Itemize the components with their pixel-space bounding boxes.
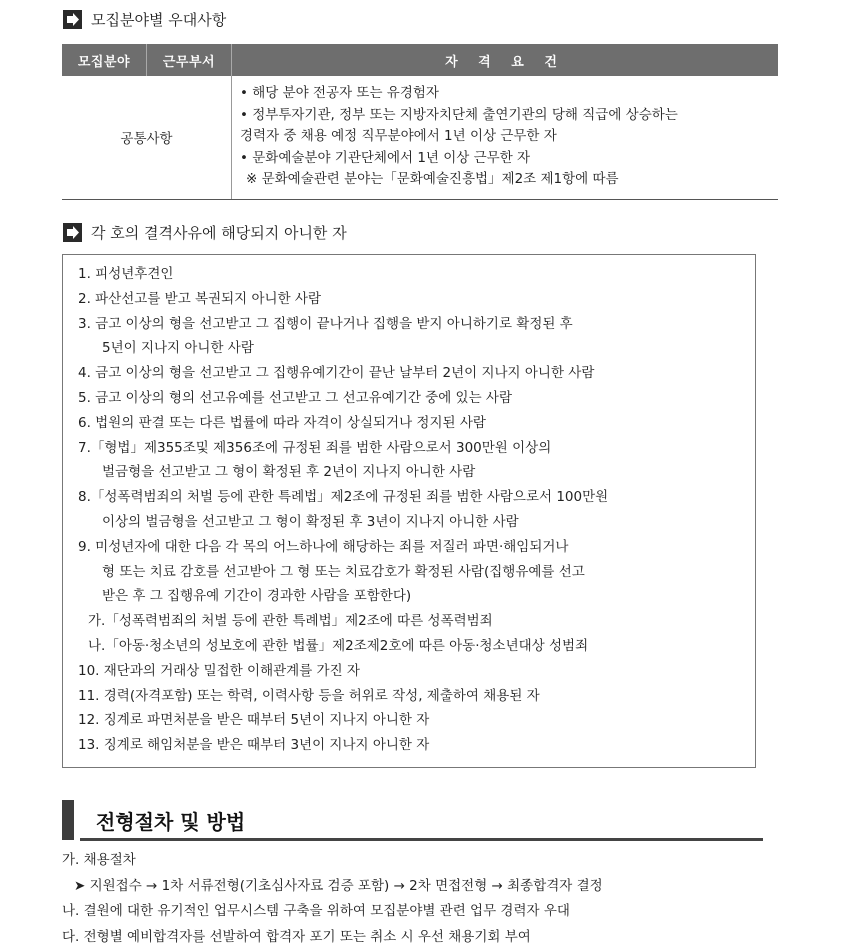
section-title: 각 호의 결격사유에 해당되지 아니한 자: [91, 224, 347, 242]
list-item: 6. 법원의 판결 또는 다른 법률에 따라 자격이 상실되거나 정지된 사람: [78, 414, 486, 431]
qualification-line: 경력자 중 채용 예정 직무분야에서 1년 이상 근무한 자: [240, 128, 557, 144]
section-title: 모집분야별 우대사항: [91, 11, 227, 29]
list-item: 5. 금고 이상의 형의 선고유예를 선고받고 그 선고유예기간 중에 있는 사람: [78, 389, 512, 406]
section-heading-disqualifications: [63, 222, 347, 243]
list-item: 2. 파산선고를 받고 복권되지 아니한 사람: [78, 290, 321, 307]
procedure-line: 가. 채용절차: [62, 852, 136, 868]
list-item-cont: 형 또는 치료 감호를 선고받아 그 형 또는 치료감호가 확정된 사람(집행유예를 선고: [102, 563, 585, 580]
qualifications-cell: [232, 76, 779, 199]
arrow-right-icon: [63, 10, 82, 29]
section-heading-preferences: [63, 9, 226, 30]
field-cell: 공통사항: [62, 76, 232, 199]
procedure-line: 다. 전형별 예비합격자를 선발하여 합격자 포기 또는 취소 시 우선 채용기회 부여: [62, 928, 531, 945]
list-item: 4. 금고 이상의 형을 선고받고 그 집행유예기간이 끝난 날부터 2년이 지나지 아니한 사람: [78, 365, 595, 382]
list-item: 10. 재단과의 거래상 밀접한 이해관계를 가진 자: [78, 662, 360, 679]
list-item: 13. 징계로 해임처분을 받은 때부터 3년이 지나지 아니한 자: [78, 737, 430, 754]
procedure-line: 나. 결원에 대한 유기적인 업무시스템 구축을 위하여 모집분야별 관련 업무 경력자 우대: [62, 903, 570, 919]
header-qualifications: 자 격 요 건: [232, 44, 779, 76]
qualification-line: • 문화예술분야 기관단체에서 1년 이상 근무한 자: [240, 149, 531, 166]
list-item: 3. 금고 이상의 형을 선고받고 그 집행이 끝나거나 집행을 받지 아니하기로 확정된 후: [78, 315, 573, 332]
list-item-cont: 받은 후 그 집행유예 기간이 경과한 사람을 포함한다): [102, 588, 412, 605]
header-field: 모집분야: [62, 44, 147, 76]
arrow-right-icon: [63, 223, 82, 242]
title-underline: [80, 838, 763, 841]
qualification-line: • 정부투자기관, 정부 또는 지방자치단체 출연기관의 당해 직급에 상승하는: [240, 106, 678, 123]
list-subitem: 가.「성폭력범죄의 처벌 등에 관한 특례법」제2조에 따른 성폭력범죄: [88, 613, 493, 630]
table-header-row: [62, 44, 778, 76]
list-item: 12. 징계로 파면처분을 받은 때부터 5년이 지나지 아니한 자: [78, 712, 430, 729]
procedure-text: [62, 848, 603, 950]
list-item: 9. 미성년자에 대한 다음 각 목의 어느하나에 해당하는 죄를 저질러 파면·해임되거나: [78, 538, 569, 555]
title-bar-decoration: [62, 800, 74, 840]
page-section-title: 전형절차 및 방법: [96, 810, 246, 834]
disqualification-list: [78, 262, 608, 758]
list-item-cont: 벌금형을 선고받고 그 형이 확정된 후 2년이 지나지 아니한 사람: [102, 464, 476, 481]
header-department: 근무부서: [147, 44, 232, 76]
list-item-cont: 5년이 지나지 아니한 사람: [102, 340, 254, 357]
preferences-table: [62, 44, 778, 200]
list-item: 11. 경력(자격포함) 또는 학력, 이력사항 등을 허위로 작성, 제출하여 채용된 자: [78, 687, 540, 704]
qualification-note: ※ 문화예술관련 분야는「문화예술진흥법」제2조 제1항에 따름: [246, 171, 619, 187]
list-item-cont: 이상의 벌금형을 선고받고 그 형이 확정된 후 3년이 지나지 아니한 사람: [102, 513, 519, 530]
qualification-line: • 해당 분야 전공자 또는 유경험자: [240, 85, 439, 101]
list-item: 1. 피성년후견인: [78, 266, 174, 282]
list-item: 7.「형법」제355조및 제356조에 규정된 죄를 범한 사람으로서 300만원 이상의: [78, 439, 552, 456]
procedure-steps: ➤ 지원접수 → 1차 서류전형(기초심사자료 검증 포함) → 2차 면접전형 → 최종합격자 결정: [74, 877, 603, 894]
list-item: 8.「성폭력범죄의 처벌 등에 관한 특례법」제2조에 규정된 죄를 범한 사람으로서 100만원: [78, 489, 609, 506]
list-subitem: 나.「아동·청소년의 성보호에 관한 법률」제2조제2호에 따른 아동·청소년대상 성범죄: [88, 637, 589, 654]
table-row: [62, 76, 778, 199]
